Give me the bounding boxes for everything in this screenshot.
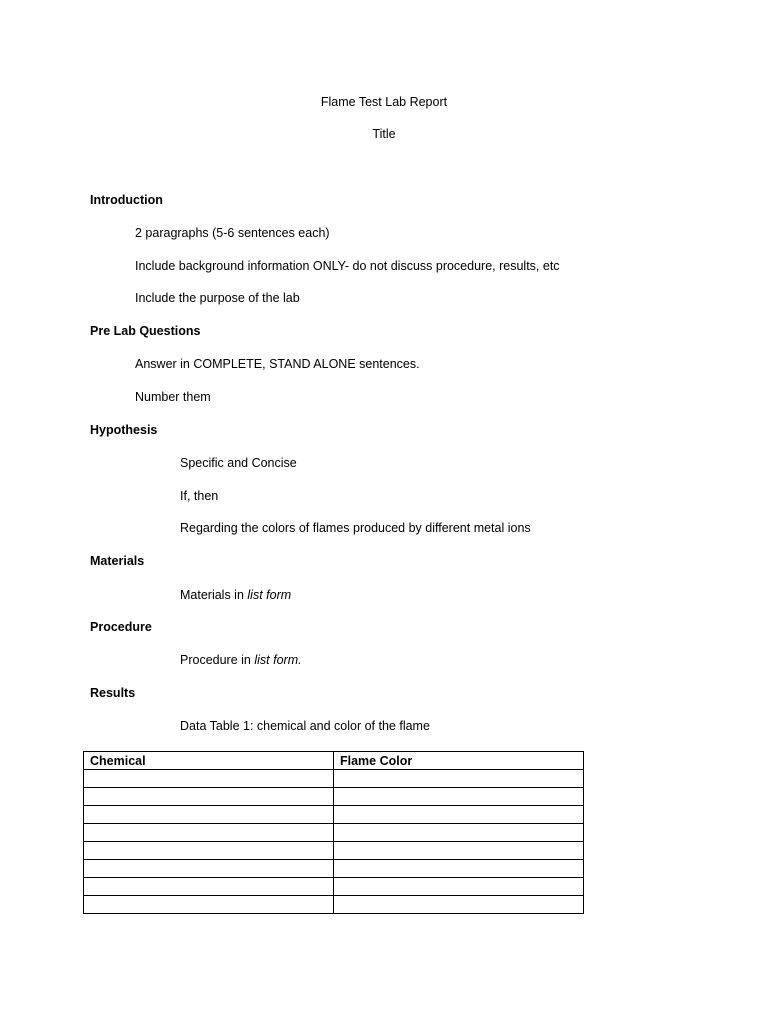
table-cell[interactable]	[334, 896, 584, 914]
table-row	[84, 806, 584, 824]
table-caption: Data Table 1: chemical and color of the flame	[180, 719, 430, 733]
section-heading-results: Results	[90, 686, 136, 700]
table-cell[interactable]	[84, 824, 334, 842]
section-heading-pre-lab: Pre Lab Questions	[90, 324, 201, 338]
materials-text-emphasis: list form	[247, 588, 292, 602]
table-cell[interactable]	[334, 770, 584, 788]
data-table	[83, 751, 584, 914]
section-heading-introduction: Introduction	[90, 193, 163, 207]
hypothesis-item: If, then	[180, 489, 219, 503]
table-cell[interactable]	[334, 788, 584, 806]
table-cell[interactable]	[84, 770, 334, 788]
document-title: Flame Test Lab Report	[320, 95, 448, 109]
table-cell[interactable]	[84, 860, 334, 878]
pre-lab-item: Answer in COMPLETE, STAND ALONE sentences.	[135, 357, 420, 371]
table-cell[interactable]	[334, 860, 584, 878]
table-cell[interactable]	[84, 806, 334, 824]
document-subtitle: Title	[372, 127, 396, 141]
pre-lab-item: Number them	[135, 390, 211, 404]
table-row	[84, 896, 584, 914]
table-row	[84, 770, 584, 788]
table-row	[84, 824, 584, 842]
hypothesis-item: Specific and Concise	[180, 456, 297, 470]
procedure-text	[180, 652, 302, 668]
table-cell[interactable]	[84, 842, 334, 860]
table-cell[interactable]	[334, 806, 584, 824]
table-row	[84, 878, 584, 896]
procedure-text-emphasis: list form.	[254, 653, 302, 667]
table-header-row	[84, 752, 584, 770]
introduction-item: Include the purpose of the lab	[135, 291, 300, 305]
materials-text	[180, 587, 291, 603]
column-header-chemical: Chemical	[84, 752, 334, 770]
procedure-text-prefix: Procedure in	[180, 653, 255, 667]
table-cell[interactable]	[334, 878, 584, 896]
hypothesis-item: Regarding the colors of flames produced by different metal ions	[180, 521, 531, 535]
table-row	[84, 842, 584, 860]
table-cell[interactable]	[84, 896, 334, 914]
introduction-item: 2 paragraphs (5-6 sentences each)	[135, 226, 330, 240]
materials-text-prefix: Materials in	[180, 588, 248, 602]
section-heading-hypothesis: Hypothesis	[90, 423, 158, 437]
section-heading-materials: Materials	[90, 554, 145, 568]
introduction-item: Include background information ONLY- do not discuss procedure, results, etc	[135, 259, 560, 273]
table-cell[interactable]	[84, 878, 334, 896]
table-cell[interactable]	[84, 788, 334, 806]
table-cell[interactable]	[334, 824, 584, 842]
table-row	[84, 788, 584, 806]
table-row	[84, 860, 584, 878]
section-heading-procedure: Procedure	[90, 620, 152, 634]
column-header-flame-color: Flame Color	[334, 752, 584, 770]
table-cell[interactable]	[334, 842, 584, 860]
